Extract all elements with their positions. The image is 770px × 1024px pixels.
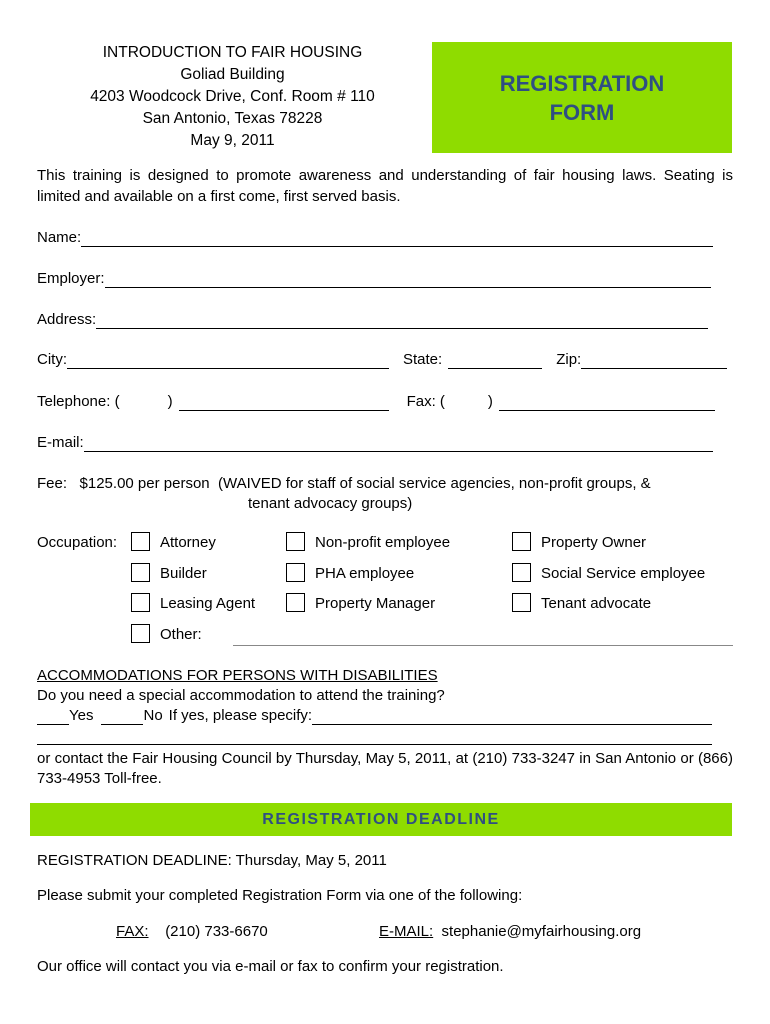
other-label: Other:: [160, 626, 202, 643]
email-row: [37, 434, 713, 452]
telephone-field[interactable]: [179, 394, 389, 411]
builder-label: Builder: [160, 565, 207, 582]
name-label: Name:: [37, 229, 82, 246]
event-building: Goliad Building: [180, 66, 285, 83]
registration-banner-line2: FORM: [549, 99, 615, 125]
email-contact: [379, 922, 641, 942]
builder-checkbox[interactable]: [131, 563, 150, 582]
state-label: State:: [403, 351, 443, 368]
email-label: E-mail:: [37, 434, 84, 451]
event-city: San Antonio, Texas 78228: [142, 110, 323, 127]
yes-label: Yes: [69, 707, 94, 724]
tenant-advocate-checkbox[interactable]: [512, 593, 531, 612]
fee-label: Fee:: [37, 475, 68, 492]
employer-field[interactable]: [105, 271, 711, 288]
fax-paren-close: ): [487, 393, 493, 410]
employer-label: Employer:: [37, 270, 105, 287]
leasing-agent-checkbox[interactable]: [131, 593, 150, 612]
email-contact-address[interactable]: stephanie@myfairhousing.org: [441, 923, 642, 940]
address-row: [37, 311, 708, 329]
city-state-zip-row: [37, 351, 727, 369]
other-field[interactable]: [233, 645, 733, 646]
name-field[interactable]: [81, 230, 713, 247]
state-field[interactable]: [448, 352, 542, 369]
property-owner-label: Property Owner: [541, 534, 647, 551]
pha-label: PHA employee: [315, 565, 415, 582]
city-field[interactable]: [67, 352, 389, 369]
event-title: INTRODUCTION TO FAIR HOUSING: [102, 44, 363, 61]
zip-field[interactable]: [581, 352, 727, 369]
attorney-label: Attorney: [160, 534, 216, 551]
phone-fax-row: [37, 393, 715, 411]
accommodations-section: [37, 666, 445, 706]
telephone-paren-close: ): [167, 393, 173, 410]
name-row: [37, 229, 713, 247]
fax-contact-number: (210) 733-6670: [165, 923, 268, 940]
no-label: No: [143, 707, 163, 724]
employer-row: [37, 270, 711, 288]
email-contact-label: E-MAIL:: [379, 923, 434, 940]
city-label: City:: [37, 351, 67, 368]
nonprofit-checkbox[interactable]: [286, 532, 305, 551]
specify-field[interactable]: [312, 708, 712, 725]
event-address: 4203 Woodcock Drive, Conf. Room # 110: [90, 88, 375, 105]
no-blank[interactable]: [101, 708, 143, 725]
occupation-attorney: [131, 532, 150, 555]
fax-field[interactable]: [499, 394, 715, 411]
other-checkbox[interactable]: [131, 624, 150, 643]
pha-checkbox[interactable]: [286, 563, 305, 582]
submit-instructions: Please submit your completed Registration Form via one of the following:: [37, 887, 523, 904]
telephone-label: Telephone: (: [37, 393, 120, 410]
specify-field-line2[interactable]: [37, 744, 712, 745]
accommodations-contact: or contact the Fair Housing Council by Thursday, May 5, 2011, at (210) 733-3247 in San Antonio or (866) 733-4953 Toll-free.: [37, 750, 733, 787]
nonprofit-label: Non-profit employee: [315, 534, 451, 551]
property-manager-checkbox[interactable]: [286, 593, 305, 612]
registration-banner-line1: REGISTRATION: [499, 70, 665, 96]
fax-label: Fax: (: [406, 393, 445, 410]
fee-note: (WAIVED for staff of social service agencies, non-profit groups, &: [217, 475, 651, 492]
attorney-checkbox[interactable]: [131, 532, 150, 551]
property-manager-label: Property Manager: [315, 595, 436, 612]
deadline-line: REGISTRATION DEADLINE: Thursday, May 5, 2011: [37, 852, 387, 869]
fax-contact: [116, 922, 268, 942]
address-label: Address:: [37, 311, 97, 328]
address-field[interactable]: [96, 312, 708, 329]
social-service-checkbox[interactable]: [512, 563, 531, 582]
closing-note: Our office will contact you via e-mail or fax to confirm your registration.: [37, 958, 504, 975]
event-date: May 9, 2011: [190, 132, 275, 149]
fee-section: [37, 474, 737, 514]
email-field[interactable]: [84, 435, 713, 452]
social-service-label: Social Service employee: [541, 565, 706, 582]
intro-paragraph: This training is designed to promote awareness and understanding of fair housing laws. Seating is limited and available on a first come, first served basis.: [37, 167, 733, 205]
registration-deadline-banner-text: REGISTRATION DEADLINE: [262, 810, 500, 828]
registration-deadline-banner: [30, 803, 732, 836]
tenant-advocate-label: Tenant advocate: [541, 595, 652, 612]
property-owner-checkbox[interactable]: [512, 532, 531, 551]
accommodation-answer-row: [37, 707, 712, 725]
fee-note-continued: tenant advocacy groups): [248, 495, 413, 512]
zip-label: Zip:: [556, 351, 582, 368]
specify-label: If yes, please specify:: [168, 707, 313, 724]
registration-form-banner: [432, 42, 732, 153]
event-header: [40, 42, 425, 152]
yes-blank[interactable]: [37, 708, 69, 725]
fax-contact-label: FAX:: [116, 923, 149, 940]
accommodations-question: Do you need a special accommodation to attend the training?: [37, 687, 445, 704]
leasing-agent-label: Leasing Agent: [160, 595, 256, 612]
fee-amount: $125.00 per person: [79, 475, 210, 492]
occupation-label: Occupation:: [37, 534, 118, 551]
accommodations-heading: ACCOMMODATIONS FOR PERSONS WITH DISABILITIES: [37, 667, 438, 684]
